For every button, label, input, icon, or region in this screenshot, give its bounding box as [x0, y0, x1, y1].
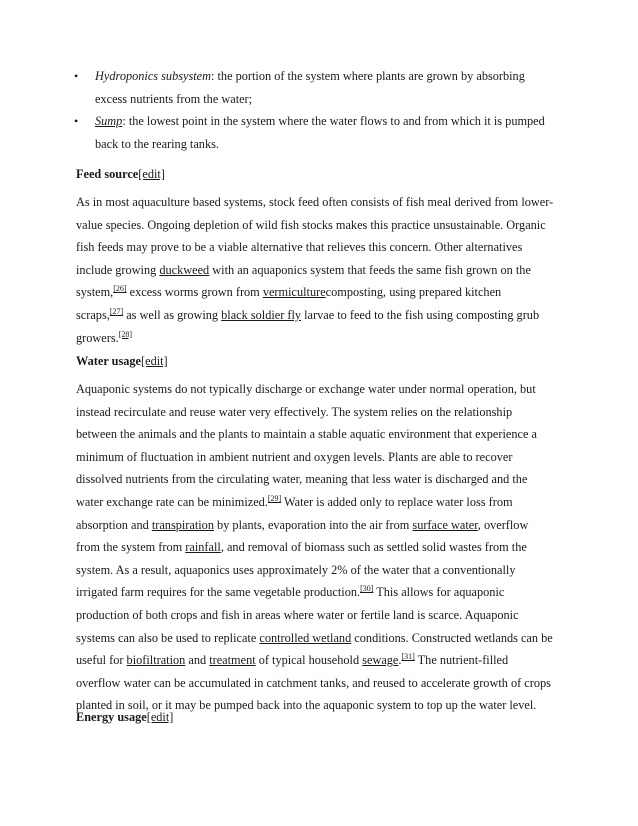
- citation-30[interactable]: [30]: [360, 584, 374, 594]
- term-hydroponics: Hydroponics subsystem: [95, 69, 212, 83]
- bullet-item-sump: • Sump: the lowest point in the system where the water flows to and from which it is pumped back to the rearing tanks.: [74, 110, 574, 155]
- link-black-soldier-fly[interactable]: black soldier fly: [221, 307, 302, 322]
- citation-31[interactable]: [31]: [401, 652, 415, 662]
- link-sump[interactable]: Sump: [95, 114, 123, 129]
- link-sewage[interactable]: sewage: [362, 653, 399, 668]
- citation-28[interactable]: [28]: [118, 329, 133, 339]
- link-vermiculture[interactable]: vermiculture: [262, 285, 326, 300]
- heading-feed-source: Feed source[edit]: [76, 167, 165, 181]
- citation-26[interactable]: [26]: [113, 284, 127, 294]
- bullet-dot-icon: •: [74, 69, 79, 83]
- link-rainfall[interactable]: rainfall: [185, 540, 221, 555]
- link-surface-water[interactable]: surface water: [412, 517, 478, 532]
- link-transpiration[interactable]: transpiration: [151, 517, 214, 532]
- link-duckweed[interactable]: duckweed: [159, 262, 210, 277]
- citation-27[interactable]: [27]: [109, 306, 124, 316]
- edit-link-feed-source[interactable]: [edit]: [138, 167, 165, 181]
- heading-water-usage: Water usage[edit]: [76, 354, 168, 368]
- paragraph-feed-source: As in most aquaculture based systems, stock feed often consists of fish meal derived from lower- value species. Ongoing depletion of wild fish stocks makes this practice unsustainable. Organic fish feeds may prove to be a viable alternative that relieves this concern. Other alternatives include growing duckweed with an aquaponics system that feeds the same fish grown on the system,[26] excess worms grown from vermiculturecomposting, using prepared kitchen scraps,[27] as well as growing black soldier fly larvae to feed to the fish using composting grub growers.[28]: [76, 195, 554, 345]
- paragraph-water-usage: Aquaponic systems do not typically discharge or exchange water under normal operation, but instead recirculate and reuse water very effectively. The system relies on the relationship between the animals and the plants to maintain a stable aquatic environment that experience a minimum of fluctuation in ambient nutrient and oxygen levels. Plants are able to recover dissolved nutrients from the circulating water, meaning that less water is discharged and the water exchange rate can be minimized.[29] Water is added only to replace water loss from absorption and transpiration by plants, evaporation into the air from surface water, overflow from the system from rainfall, and removal of biomass such as settled solid wastes from the system. As a result, aquaponics uses approximately 2% of the water that a conventionally irrigated farm requires for the same vegetable production.[30] This allows for aquaponic production of both crops and fish in areas where water or fertile land is scarce. Aquaponic systems can also be used to replicate controlled wetland conditions. Constructed wetlands can be useful for biofiltration and treatment of typical household sewage.[31] The nutrient-filled overflow water can be accumulated in catchment tanks, and reused to accelerate growth of crops planted in soil, or it may be pumped back into the aquaponic system to top up the water level.: [76, 382, 553, 713]
- link-treatment[interactable]: treatment: [209, 653, 256, 668]
- edit-link-energy-usage[interactable]: [edit]: [146, 710, 174, 724]
- subsystem-bullet-list: [74, 65, 574, 155]
- bullet-dot-icon: •: [74, 114, 79, 129]
- heading-energy-usage: Energy usage[edit]: [76, 710, 174, 724]
- link-controlled-wetland[interactable]: controlled wetland: [259, 630, 352, 645]
- citation-29[interactable]: [29]: [267, 493, 282, 503]
- edit-link-water-usage[interactable]: [edit]: [141, 354, 168, 368]
- bullet-item-hydroponics: • Hydroponics subsystem: the portion of the system where plants are grown by absorbing excess nutrients from the water;: [74, 65, 574, 110]
- link-biofiltration[interactable]: biofiltration: [126, 653, 186, 668]
